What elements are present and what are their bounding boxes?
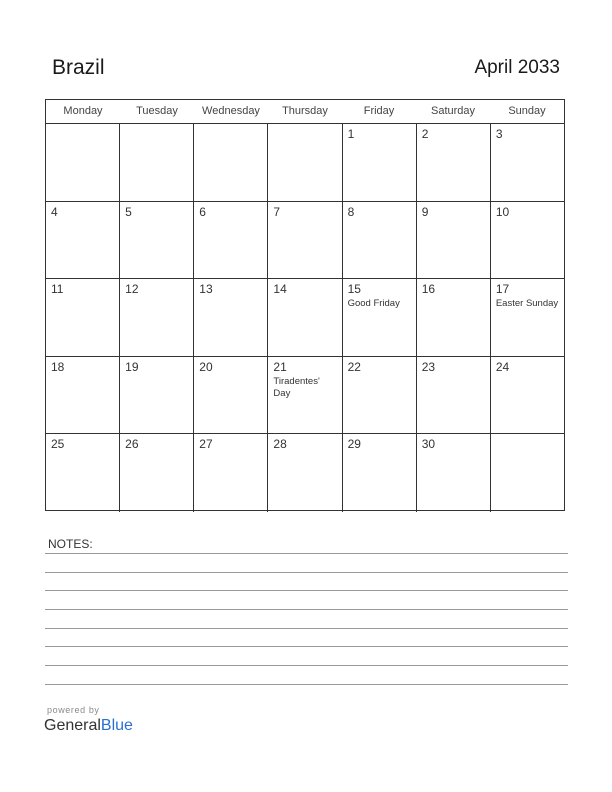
notes-label: NOTES: (48, 537, 93, 551)
day-cell (194, 279, 268, 356)
day-number: 30 (421, 437, 436, 452)
day-number: 19 (125, 359, 139, 374)
day-cell (417, 434, 491, 512)
day-number: 29 (347, 437, 361, 452)
day-cell (268, 434, 342, 512)
day-number: 18 (51, 359, 65, 374)
day-cell (120, 202, 194, 279)
day-number: 9 (421, 204, 429, 219)
weekday-sunday: Sunday (508, 105, 546, 117)
day-cell (343, 202, 417, 279)
day-cell (46, 357, 120, 434)
note-line (45, 609, 568, 610)
brand-general-text: General (44, 717, 101, 734)
day-number: 20 (199, 359, 213, 374)
day-number: 1 (347, 127, 355, 141)
day-cell (343, 279, 417, 356)
note-line (45, 590, 568, 591)
day-number: 8 (347, 204, 355, 219)
day-cell (194, 357, 268, 434)
day-number: 11 (51, 282, 64, 297)
day-cell (194, 202, 268, 279)
day-cell (491, 279, 564, 356)
weekday-friday: Friday (363, 105, 395, 117)
day-number: 23 (421, 359, 436, 374)
weekday-wednesday: Wednesday (202, 105, 260, 117)
day-cell (491, 434, 564, 512)
day-number: 27 (199, 437, 213, 452)
day-cell (268, 202, 342, 279)
day-cell (491, 124, 564, 201)
note-line (45, 665, 568, 666)
day-number: 17 (495, 282, 510, 297)
day-number: 25 (51, 437, 65, 452)
holiday-label: Good Friday (347, 298, 400, 310)
weekday-tuesday: Tuesday (136, 105, 178, 117)
calendar-country-title: Brazil (52, 56, 105, 79)
day-cell (194, 124, 268, 201)
week-row-2 (46, 202, 564, 280)
day-number: 13 (199, 282, 213, 297)
day-cell (268, 124, 342, 201)
calendar-grid (45, 99, 565, 511)
day-number: 15 (347, 282, 361, 297)
day-cell (120, 357, 194, 434)
day-number: 7 (273, 204, 281, 219)
brand-blue-text: Blue (100, 717, 133, 734)
weekday-monday: Monday (63, 105, 103, 117)
day-number: 24 (495, 359, 510, 374)
day-cell (491, 202, 564, 279)
holiday-label: Easter Sunday (495, 298, 559, 310)
holiday-label: Tiradentes' Day (273, 375, 320, 399)
generalblue-logo (44, 717, 133, 735)
note-line (45, 553, 568, 554)
day-cell (46, 124, 120, 201)
week-row-1 (46, 124, 564, 202)
day-number: 28 (273, 437, 287, 452)
day-cell (46, 279, 120, 356)
day-cell (120, 279, 194, 356)
weekday-saturday: Saturday (430, 105, 476, 117)
day-cell (343, 434, 417, 512)
day-number: 26 (125, 437, 139, 452)
note-line (45, 646, 568, 647)
week-row-4 (46, 357, 564, 435)
day-number: 3 (495, 127, 503, 141)
weekday-thursday: Thursday (282, 105, 328, 117)
day-number: 16 (421, 282, 436, 297)
day-cell (46, 434, 120, 512)
day-cell (491, 357, 564, 434)
day-number: 12 (125, 282, 139, 297)
week-row-5 (46, 434, 564, 512)
day-number: 10 (495, 204, 510, 219)
day-cell (343, 357, 417, 434)
day-cell (417, 279, 491, 356)
day-number: 5 (125, 204, 132, 219)
day-cell (417, 357, 491, 434)
weekday-header-row (46, 100, 564, 124)
day-number: 6 (199, 204, 206, 219)
note-line (45, 572, 568, 573)
week-row-3 (46, 279, 564, 357)
calendar-month-title: April 2033 (474, 57, 560, 78)
day-number: 21 (273, 359, 287, 374)
day-number: 4 (51, 204, 58, 219)
day-cell (417, 202, 491, 279)
day-cell (120, 124, 194, 201)
day-number: 2 (421, 127, 429, 141)
powered-by-text: powered by (47, 705, 100, 715)
day-cell (194, 434, 268, 512)
note-line (45, 628, 568, 629)
day-cell (343, 124, 417, 201)
day-cell (268, 279, 342, 356)
day-number: 14 (273, 282, 287, 297)
day-number: 22 (347, 359, 361, 374)
day-cell (120, 434, 194, 512)
day-cell (268, 357, 342, 434)
day-cell (46, 202, 120, 279)
day-cell (417, 124, 491, 201)
note-line (45, 684, 568, 685)
